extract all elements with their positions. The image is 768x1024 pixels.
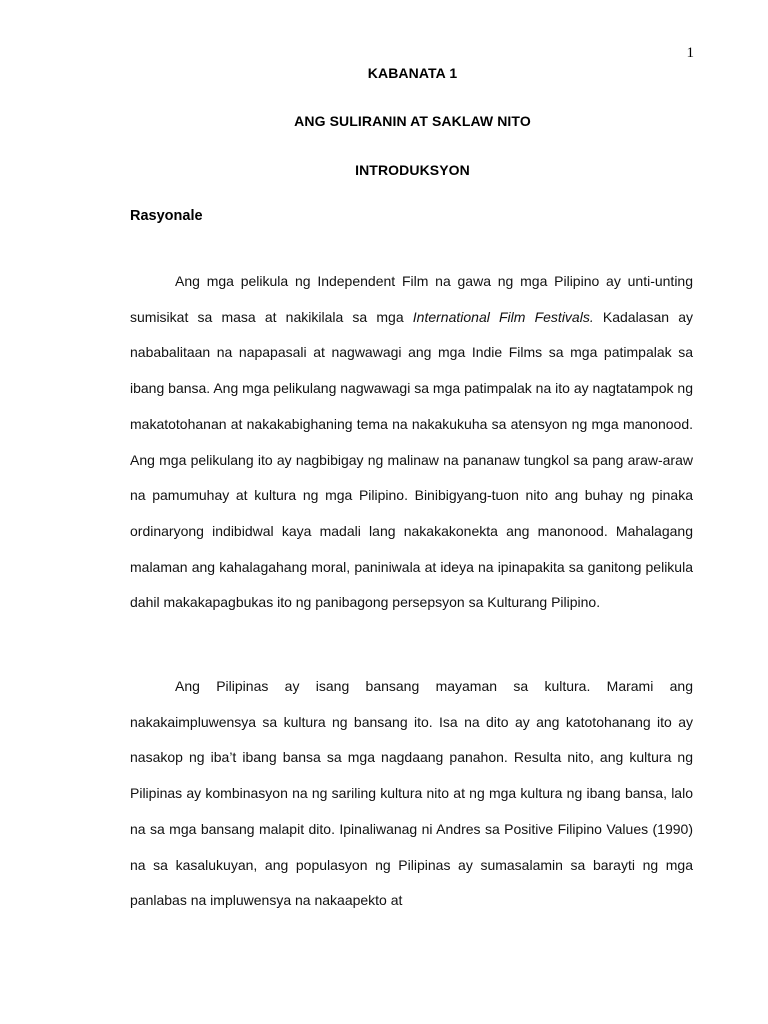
paragraph-1-text-a: Ang mga pelikula ng Independent Film na gawa ng mga Pilipino ay unti-unting sumisikat sa masa at nakikilala sa mga	[130, 273, 693, 325]
paragraph-1	[130, 264, 693, 621]
paragraph-1-emphasis: International Film Festivals.	[412, 308, 594, 325]
section-heading-rasyonale: Rasyonale	[130, 208, 203, 224]
chapter-heading: KABANATA 1	[367, 65, 458, 81]
introduction-heading: INTRODUKSYON	[355, 162, 470, 178]
chapter-title: ANG SULIRANIN AT SAKLAW NITO	[294, 113, 531, 129]
page-number: 1	[686, 45, 694, 61]
paragraph-2: Ang Pilipinas ay isang bansang mayaman sa kultura. Marami ang nakakaimpluwensya sa kultura ng bansang ito. Isa na dito ay ang katotohanang ito ay nasakop ng iba’t ibang bansa sa mga nagdaang panahon. Resulta nito, ang kultura ng Pilipinas ay kombinasyon na ng sariling kultura nito at ng mga kultura ng ibang bansa, lalo na sa mga bansang malapit dito. Ipinaliwanag ni Andres sa Positive Filipino Values (1990) na sa kasalukuyan, ang populasyon ng Pilipinas ay sumasalamin sa barayti ng mga panlabas na impluwensya na nakaapekto at	[130, 678, 693, 909]
paragraph-1-text-b: Kadalasan ay nababalitaan na napapasali at nagwawagi ang mga Indie Films sa mga patimpalak sa ibang bansa. Ang mga pelikulang nagwawagi sa mga patimpalak na ito ay nagtatampok ng makatotohanan at nakakabighaning tema na nakakukuha sa atensyon ng mga manonood. Ang mga pelikulang ito ay nagbibigay ng malinaw na pananaw tungkol sa pang araw-araw na pamumuhay at kultura ng mga Pilipino. Binibigyang-tuon nito ang buhay ng pinaka ordinaryong indibidwal kaya madali lang nakakakonekta ang manonood. Mahalagang malaman ang kahalagahang moral, paniniwala at ideya na ipinapakita sa ganitong pelikula dahil makakapagbukas ito ng panibagong persepsyon sa Kulturang Pilipino.	[130, 308, 693, 611]
